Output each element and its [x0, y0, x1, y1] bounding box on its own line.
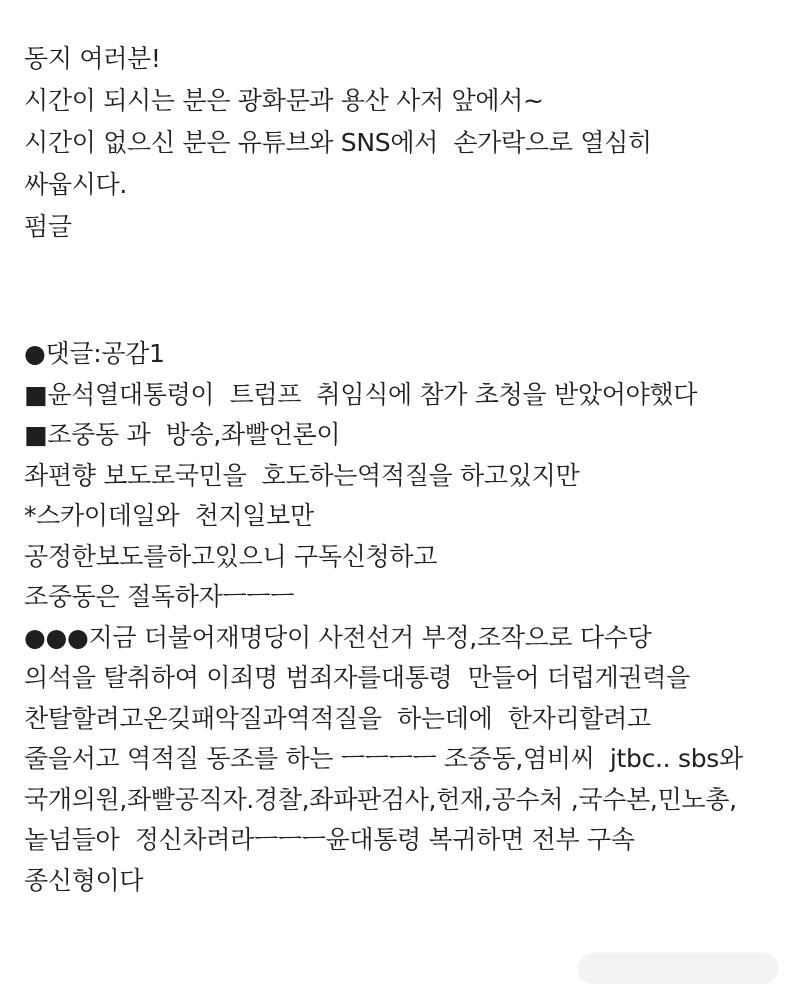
comment-line: 놑넘들아 정신차려라ㅡㅡㅡ윤대통령 복귀하면 전부 구속: [24, 825, 635, 854]
comment-line: 국개의원,좌빨공직자.경찰,좌파판검사,헌재,공수처 ,국수본,민노총,: [24, 784, 737, 814]
comment-line: *스카이데일와 천지일보만: [24, 501, 314, 530]
comment-line: 좌편향 보도로국민을 호도하는역적질을 하고있지만: [24, 460, 580, 490]
post-line: 싸웁시다.: [24, 170, 128, 199]
comment-section: [24, 334, 790, 901]
comment-line: 조중동은 절독하자ㅡㅡㅡ: [24, 582, 294, 611]
comment-line: 종신형이다: [24, 865, 144, 895]
comment-line: ■윤석열대통령이 트럼프 취임식에 참가 초청을 받았어야했다: [24, 379, 698, 409]
post-line: 펌글: [24, 212, 72, 241]
comment-header: ●댓글:공감1: [24, 339, 165, 368]
comment-line: 줄을서고 역적질 동조를 하는 ㅡㅡㅡㅡ 조중동,염비씨 jtbc.. sbs와: [24, 744, 743, 773]
comment-line: 의석을 탈취하여 이죄명 범죄자를대통령 만들어 더럽게권력을: [24, 663, 690, 692]
bottom-floating-pill[interactable]: [578, 954, 778, 984]
post-content: [24, 38, 790, 901]
comment-line: 찬탈할려고온깆패악질과역적질을 하는데에 한자리할려고: [24, 703, 651, 733]
post-line: 시간이 되시는 분은 광화문과 용산 사저 앞에서~: [24, 86, 544, 115]
comment-line: ■조중동 과 방송,좌빨언론이: [24, 420, 341, 449]
spacer: [24, 248, 790, 334]
post-line: 시간이 없으신 분은 유튜브와 SNS에서 손가락으로 열심히: [24, 128, 652, 157]
post-line: 동지 여러분!: [24, 44, 161, 73]
comment-line: 공정한보도를하고있으니 구독신청하고: [24, 541, 438, 571]
comment-line: ●●●지금 더불어재명당이 사전선거 부정,조작으로 다수당: [24, 622, 652, 652]
